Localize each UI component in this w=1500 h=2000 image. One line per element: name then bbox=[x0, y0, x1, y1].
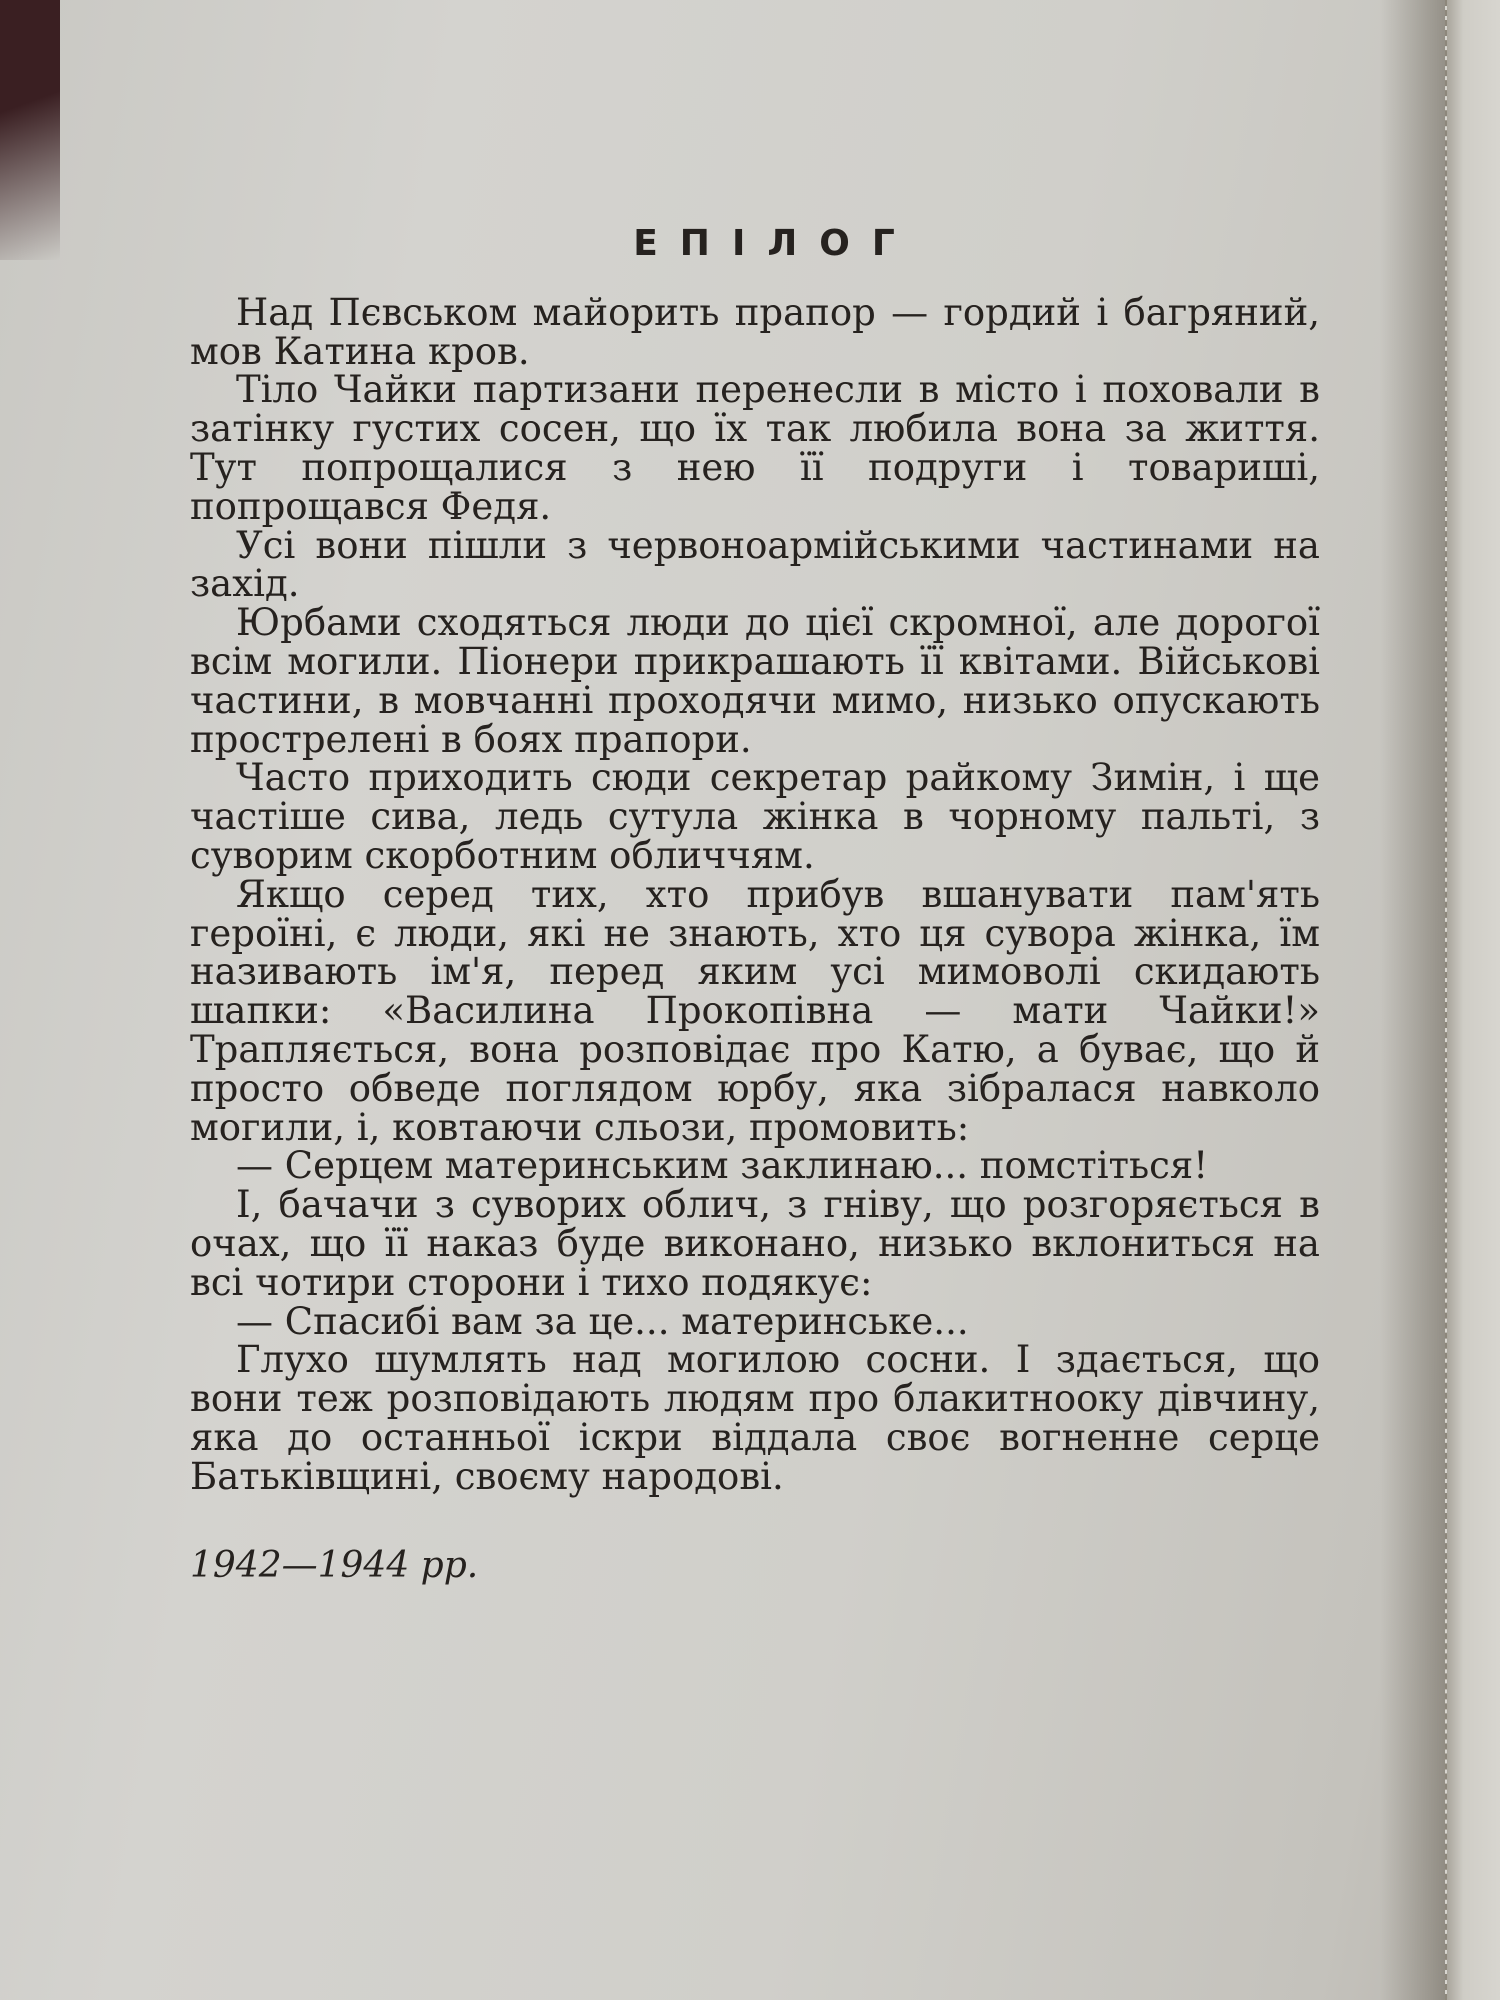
paragraph-10: Глухо шумлять над могилою сосни. І здається, що вони теж розповідають людям про блакитнооку дівчину, яка до останньої іскри віддала своє вогненне серце Батьківщині, своєму народові. bbox=[190, 1338, 1320, 1498]
chapter-heading: ЕПІЛОГ bbox=[633, 223, 917, 264]
text-block bbox=[190, 225, 1320, 1585]
paragraph-5: Часто приходить сюди секретар райкому Зимін, і ще частіше сива, ледь сутула жінка в чорному пальті, з суворим скорботним обличчям. bbox=[190, 756, 1320, 877]
paragraph-8: І, бачачи з суворих облич, з гніву, що розгоряється в очах, що її наказ буде виконано, низько вклониться на всі чотири сторони і тихо подякує: bbox=[190, 1183, 1320, 1304]
paragraph-6: Якщо серед тих, хто прибув вшанувати пам'ять героїні, є люди, які не знають, хто ця сувора жінка, їм називають ім'я, перед яким усі мимоволі скидають шапки: «Василина Прокопівна — мати Чайки!» Трапляється, вона розповідає про Катю, а буває, що й просто обведе поглядом юрбу, яка зібралася навколо могили, і, ковтаючи сльози, промовить: bbox=[190, 872, 1320, 1149]
paragraph-3: Усі вони пішли з червоноармійськими частинами на захід. bbox=[190, 523, 1320, 606]
paragraph-7: — Серцем материнським заклинаю... помстіться! bbox=[236, 1144, 1209, 1188]
next-page-edge bbox=[1445, 0, 1500, 2000]
paragraph-4: Юрбами сходяться люди до цієї скромної, але дорогої всім могили. Піонери прикрашають її квітами. Військові частини, в мовчанні проходячи мимо, низько опускають прострелені в боях прапори. bbox=[190, 601, 1320, 761]
date-line: 1942—1944 рр. bbox=[190, 1544, 479, 1586]
paragraph-2: Тіло Чайки партизани перенесли в місто і поховали в затінку густих сосен, що їх так любила вона за життя. Тут попрощалися з нею її подруги і товариші, попрощався Федя. bbox=[190, 368, 1320, 528]
paragraph-1: Над Пєвськом майорить прапор — гордий і багряний, мов Катина кров. bbox=[190, 290, 1320, 373]
background-edge bbox=[0, 0, 60, 260]
paragraph-9: — Спасибі вам за це... материнське... bbox=[236, 1299, 969, 1343]
